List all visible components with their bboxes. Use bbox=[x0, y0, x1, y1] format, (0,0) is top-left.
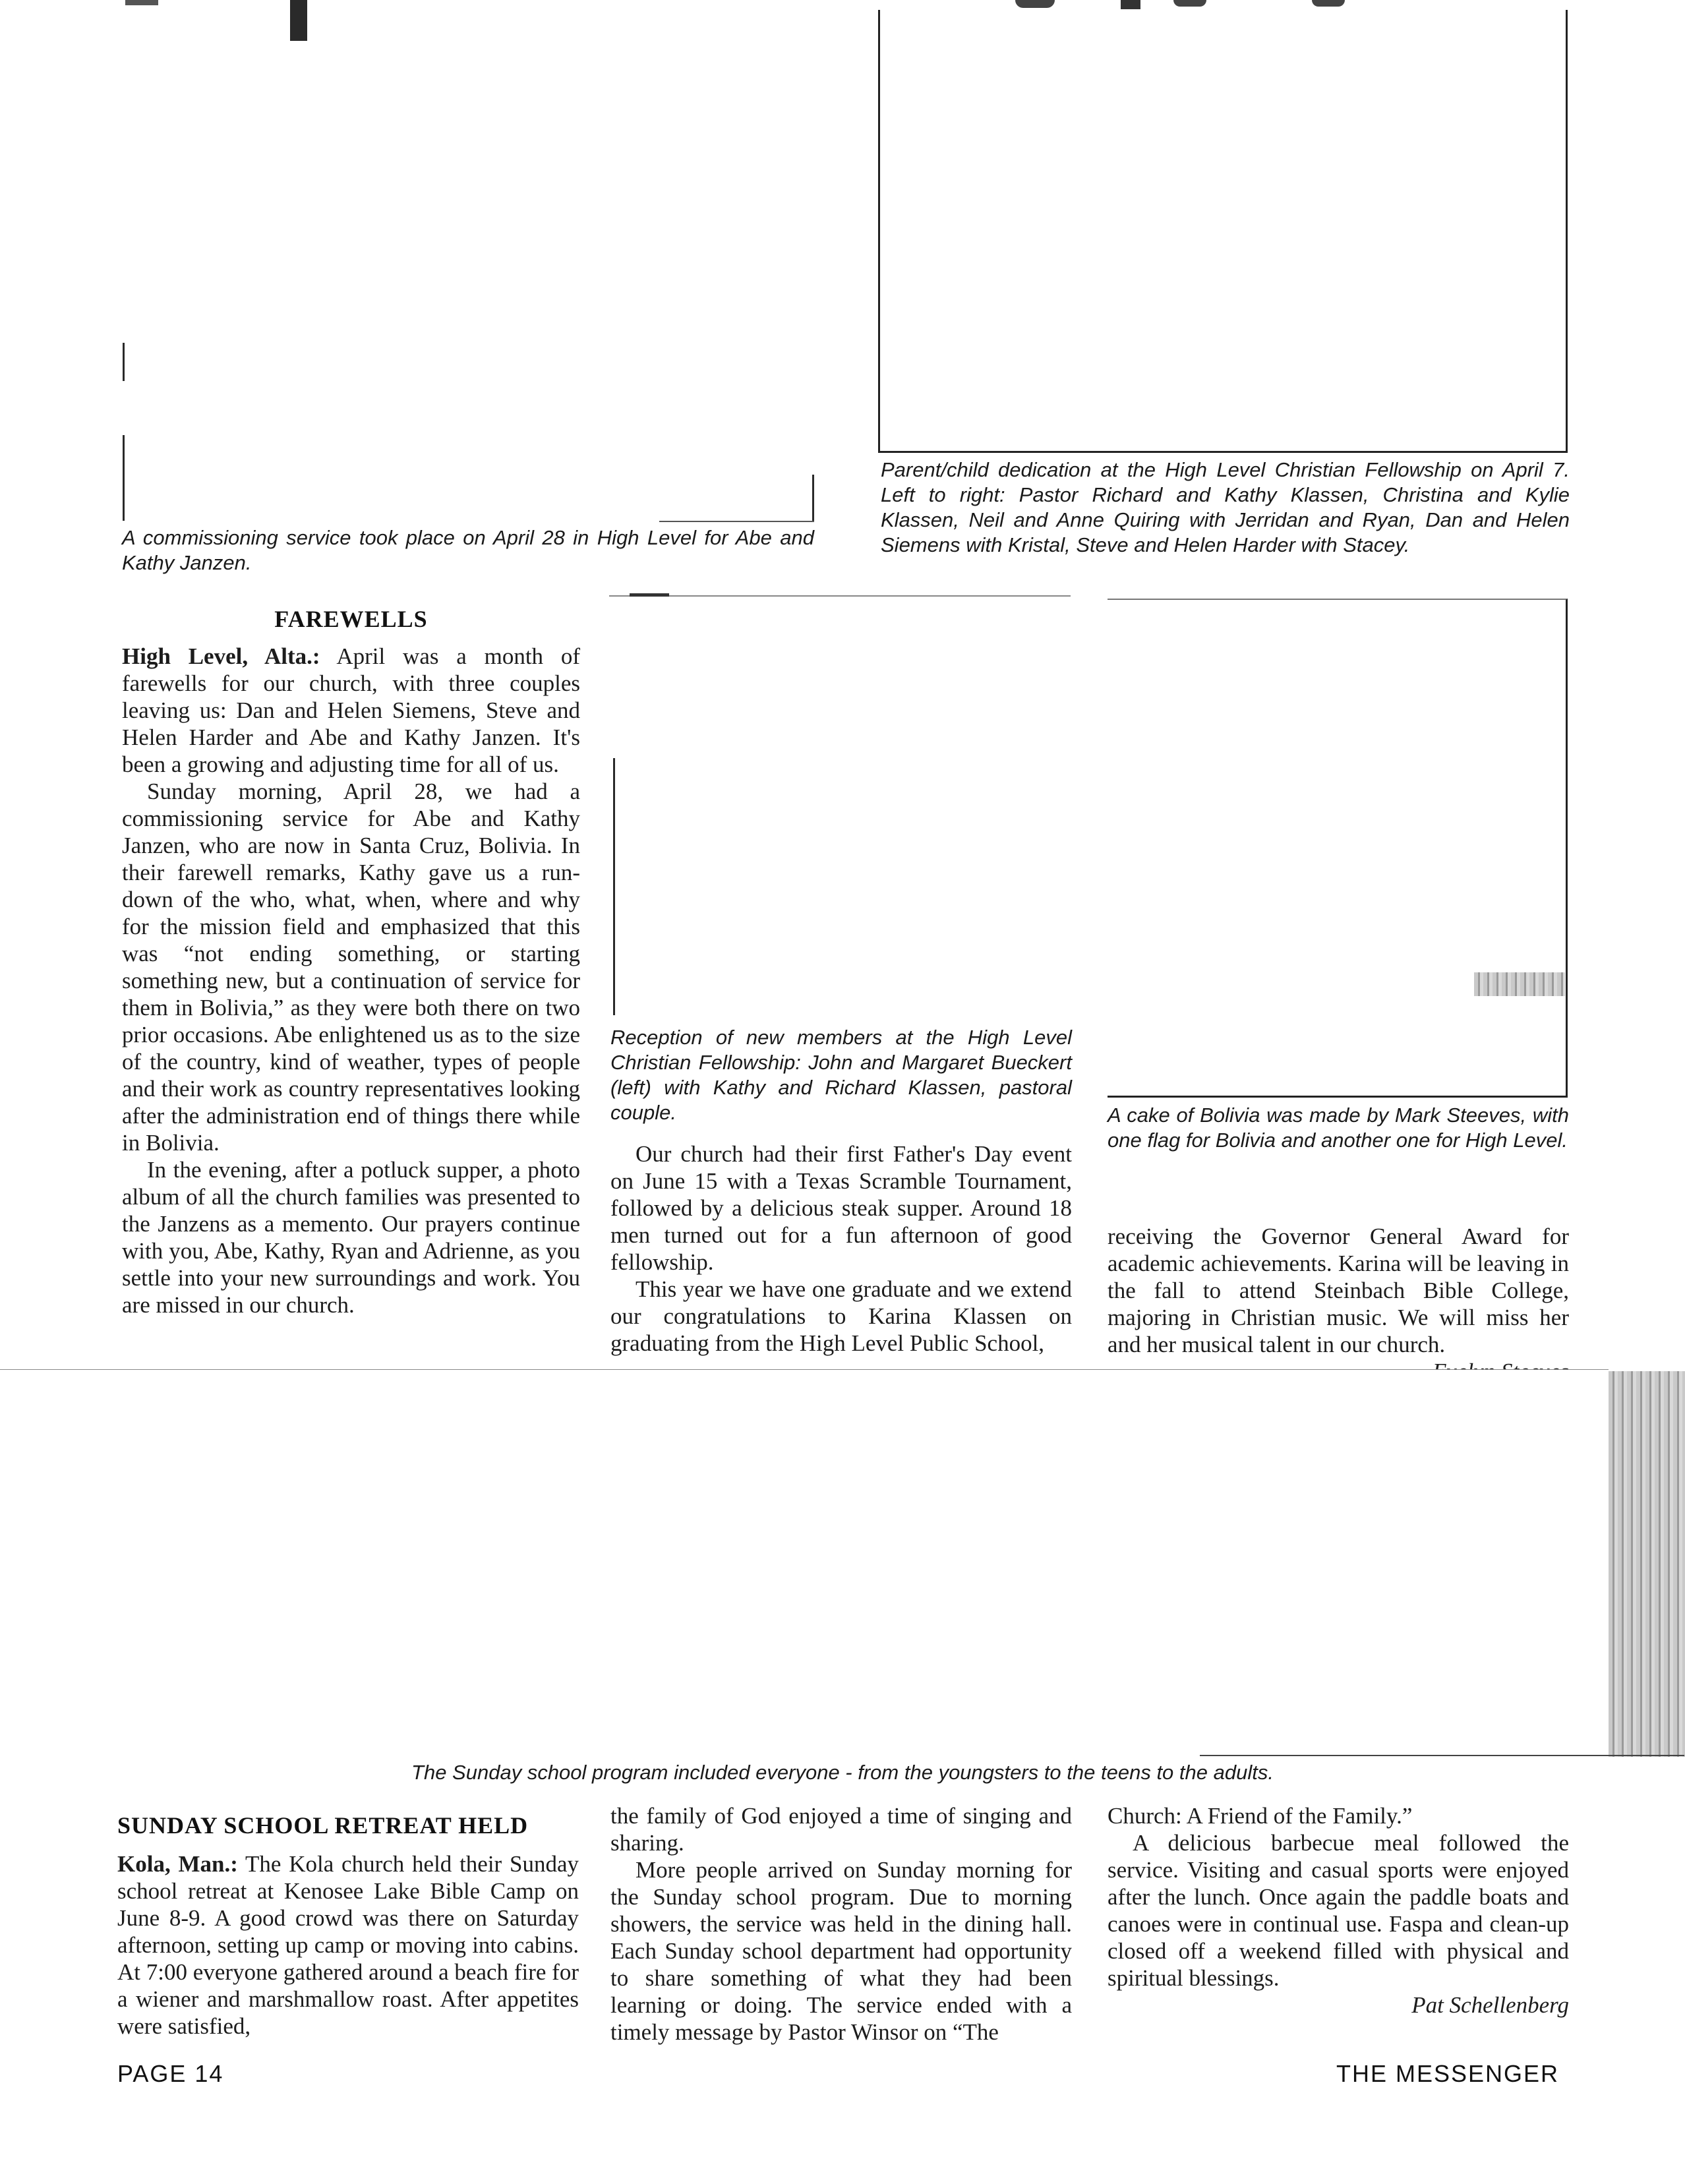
retreat-place: Kola, Man.: bbox=[117, 1851, 238, 1877]
farewells-paragraph-2: Sunday morning, April 28, we had a commissioning service for Abe and Kathy Janzen, who are now in Santa Cruz, Bolivia. In their farewell remarks, Kathy gave us a run-down of the who, what, when, where and why for the mission field and emphasized that this was “not ending something, or starting something new, but a continuation of service for them in Bolivia,” as they were both there on two prior occasions. Abe enlightened us as to the size of the country, kind of weather, types of people and their work as country representatives looking after the administration end of things there while in Bolivia. bbox=[122, 779, 580, 1156]
photo-edge-mark bbox=[1173, 0, 1206, 7]
sunday-school-caption bbox=[0, 1760, 1685, 1785]
farewells-column-3 bbox=[1108, 1223, 1569, 1385]
photo-edge-mark bbox=[123, 343, 125, 381]
retreat-paragraph-3: A delicious barbecue meal followed the service. Visiting and casual sports were enjoyed after the lunch. Once again the paddle boats and canoes were in continual use. Faspa and clean-up closed off a weekend filled with physical and spiritual blessings. bbox=[1108, 1830, 1569, 1991]
retreat-paragraph-1 bbox=[117, 1850, 579, 2040]
retreat-byline: Pat Schellenberg bbox=[1411, 1992, 1569, 2018]
retreat-column-1 bbox=[117, 1850, 579, 2040]
publication-name: THE MESSENGER bbox=[1336, 2060, 1559, 2087]
sunday-school-caption-text: The Sunday school program included everyone - from the youngsters to the teens to the adults. bbox=[411, 1761, 1274, 1784]
farewells-paragraph-5-cont: receiving the Governor General Award for academic achievements. Karina will be leaving in the fall to attend Steinbach Bible College, majoring in Christian music. We will miss her and her musical talent in our church. bbox=[1108, 1224, 1569, 1357]
farewells-paragraph-1 bbox=[122, 643, 580, 778]
photo-edge-mark bbox=[613, 758, 615, 1015]
cake-detail bbox=[1474, 972, 1565, 996]
farewells-place: High Level, Alta.: bbox=[122, 643, 320, 669]
photo-edge-mark bbox=[1312, 0, 1345, 7]
retreat-paragraph-2-cont: Church: A Friend of the Family.” bbox=[1108, 1803, 1413, 1829]
cake-caption-text: A cake of Bolivia was made by Mark Steeves, with one flag for Bolivia and another one for High Level. bbox=[1108, 1104, 1569, 1152]
commissioning-photo bbox=[122, 0, 814, 524]
farewells-column-1 bbox=[122, 643, 580, 1318]
sunday-school-photo bbox=[0, 1370, 1609, 1749]
farewells-paragraph-4: Our church had their first Father's Day event on June 15 with a Texas Scramble Tournament, followed by a delicious steak supper. Around 18 men turned out for a fun afternoon of good fellowship. bbox=[610, 1141, 1072, 1275]
retreat-heading: SUNDAY SCHOOL RETREAT HELD bbox=[117, 1812, 529, 1839]
dedication-caption bbox=[881, 457, 1570, 558]
photo-bottom-rule bbox=[659, 521, 814, 522]
photo-edge-mark bbox=[123, 435, 125, 521]
retreat-paragraph-1-cont: the family of God enjoyed a time of singing and sharing. bbox=[610, 1803, 1072, 1856]
retreat-p1-text: The Kola church held their Sunday school retreat at Kenosee Lake Bible Camp on June 8-9. A good crowd was there on Saturday afternoon, setting up camp or moving into cabins. At 7:00 everyone gathered around a beach fire for a wiener and marshmallow roast. After appetites were satisfied, bbox=[117, 1851, 579, 2039]
retreat-column-2 bbox=[610, 1802, 1072, 2046]
photo-edge-mark bbox=[1121, 0, 1140, 9]
retreat-paragraph-2: More people arrived on Sunday morning for the Sunday school program. Due to morning showers, the service was held in the dining hall. Each Sunday school department had opportunity to share something of what they had been learning or doing. The service ended with a timely message by Pastor Winsor on “The bbox=[610, 1857, 1072, 2045]
farewells-heading: FAREWELLS bbox=[274, 606, 428, 632]
farewells-p1-text: April was a month of farewells for our church, with three couples leaving us: Dan and Helen Siemens, Steve and Helen Harder and Abe and Kathy Janzen. It's been a growing and adjusting time for all of us. bbox=[122, 643, 580, 777]
reception-photo bbox=[609, 597, 1071, 1018]
reception-caption-text: Reception of new members at the High Level Christian Fellowship: John and Margaret Bueckert (left) with Kathy and Richard Klassen, pastoral couple. bbox=[610, 1026, 1072, 1124]
retreat-column-3 bbox=[1108, 1802, 1569, 2019]
cake-caption bbox=[1108, 1103, 1569, 1153]
cake-photo bbox=[1108, 599, 1568, 1098]
photo-edge-mark bbox=[125, 0, 158, 5]
commissioning-caption-text: A commissioning service took place on April 28 in High Level for Abe and Kathy Janzen. bbox=[122, 526, 814, 574]
farewells-paragraph-5: This year we have one graduate and we extend our congratulations to Karina Klassen on graduating from the High Level Public School, bbox=[610, 1276, 1072, 1356]
photo-edge-mark bbox=[812, 475, 814, 522]
page-number: PAGE 14 bbox=[117, 2060, 224, 2087]
photo-edge-mark bbox=[1015, 0, 1055, 8]
photo-edge-mark bbox=[1609, 1371, 1685, 1757]
farewells-paragraph-3: In the evening, after a potluck supper, a photo album of all the church families was presented to the Janzens as a memento. Our prayers continue with you, Abe, Kathy, Ryan and Adrienne, as you settle into your new surroundings and work. You are missed in our church. bbox=[122, 1157, 580, 1318]
wide-photo-bottom-rule bbox=[1200, 1755, 1684, 1756]
dedication-photo bbox=[878, 10, 1568, 453]
farewells-column-2 bbox=[610, 1140, 1072, 1357]
commissioning-caption bbox=[122, 525, 814, 576]
reception-caption bbox=[610, 1025, 1072, 1125]
dedication-caption-text: Parent/child dedication at the High Level Christian Fellowship on April 7. Left to right: Pastor Richard and Kathy Klassen, Christina and Kylie Klassen, Neil and Anne Quiring with Jerridan and Ryan, Dan and Helen Siemens with Kristal, Steve and Helen Harder with Stacey. bbox=[881, 458, 1570, 556]
photo-edge-mark bbox=[290, 0, 307, 41]
